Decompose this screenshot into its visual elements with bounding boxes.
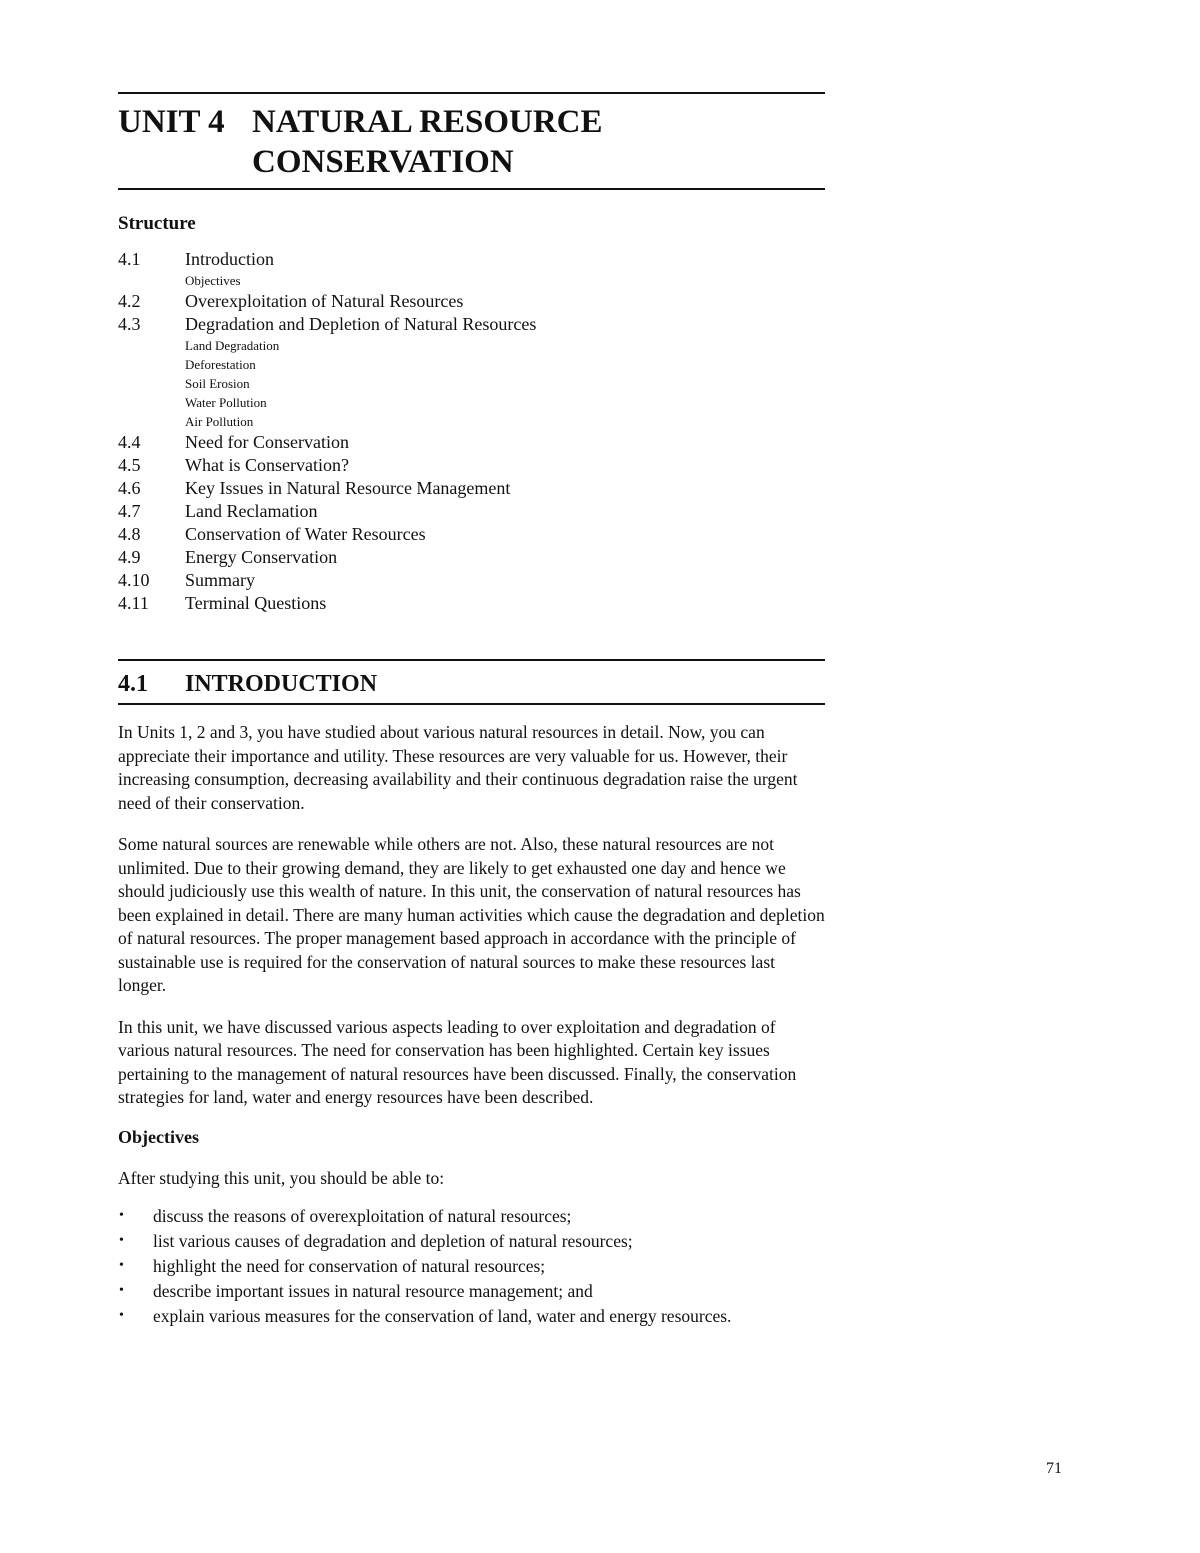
objective-text: describe important issues in natural resource management; and [153, 1281, 593, 1301]
toc-item-title: Introduction [185, 249, 274, 269]
toc-item-number: 4.8 [118, 524, 141, 544]
toc-item-title: Conservation of Water Resources [185, 524, 426, 544]
objectives-heading: Objectives [118, 1126, 199, 1147]
toc-item [118, 500, 825, 523]
toc-item [118, 248, 825, 271]
section-heading-introduction [118, 659, 825, 705]
toc-item-number: 4.7 [118, 501, 141, 521]
toc-subitem: Water Pollution [185, 395, 267, 410]
toc-item [118, 523, 825, 546]
toc-item-number: 4.6 [118, 478, 141, 498]
toc-item-title: Need for Conservation [185, 432, 349, 452]
page-content [118, 92, 825, 1329]
objective-text: list various causes of degradation and depletion of natural resources; [153, 1231, 633, 1251]
toc-item-title: What is Conservation? [185, 455, 349, 475]
toc-subitem: Objectives [185, 273, 241, 288]
objective-item [118, 1279, 825, 1303]
objective-item [118, 1229, 825, 1253]
objective-item [118, 1254, 825, 1278]
table-of-contents [118, 248, 825, 615]
objective-text: discuss the reasons of overexploitation of natural resources; [153, 1206, 572, 1226]
toc-item [118, 313, 825, 336]
intro-paragraph-3: In this unit, we have discussed various aspects leading to over exploitation and degradation of various natural resources. The need for conservation has been highlighted. Certain key issues pertaining to the management of natural resources have been discussed. Finally, the conservation strategies for land, water and energy resources have been described. [118, 1016, 797, 1107]
toc-item-number: 4.9 [118, 547, 141, 567]
bullet-icon: • [119, 1283, 124, 1298]
toc-item-number: 4.3 [118, 314, 141, 334]
intro-paragraph-2: Some natural sources are renewable while others are not. Also, these natural resources are not unlimited. Due to their growing demand, they are likely to get exhausted one day and hence we should judiciously use this wealth of nature. In this unit, the conservation of natural resources has been explained in detail. There are many human activities which cause the degradation and depletion of natural resources. The proper management based approach in accordance with the principle of sustainable use is required for the conservation of natural sources to make these resources last longer. [118, 834, 825, 995]
toc-item [118, 592, 825, 615]
toc-item-number: 4.5 [118, 455, 141, 475]
toc-item-title: Summary [185, 570, 255, 590]
bullet-icon: • [119, 1308, 124, 1323]
objective-item [118, 1304, 825, 1328]
toc-item-number: 4.10 [118, 570, 150, 590]
toc-item-title: Energy Conservation [185, 547, 338, 567]
objectives-list [118, 1204, 825, 1328]
objective-item [118, 1204, 825, 1228]
toc-item-title: Key Issues in Natural Resource Management [185, 478, 511, 498]
unit-title-line-2: CONSERVATION [252, 144, 514, 180]
toc-item [118, 477, 825, 500]
unit-title [118, 94, 825, 190]
bullet-icon: • [119, 1233, 124, 1248]
toc-subitem: Air Pollution [185, 414, 254, 429]
toc-subitem: Land Degradation [185, 338, 280, 353]
toc-item [118, 454, 825, 477]
section-number: 4.1 [118, 671, 148, 697]
toc-item-number: 4.4 [118, 432, 141, 452]
toc-item-title: Land Reclamation [185, 501, 318, 521]
toc-item [118, 290, 825, 313]
toc-item [118, 569, 825, 592]
unit-title-line-1: NATURAL RESOURCE [252, 104, 603, 140]
bullet-icon: • [119, 1258, 124, 1273]
unit-name [252, 102, 603, 182]
objective-text: highlight the need for conservation of natural resources; [153, 1256, 546, 1276]
toc-item-title: Degradation and Depletion of Natural Resources [185, 314, 537, 334]
intro-paragraph-1: In Units 1, 2 and 3, you have studied about various natural resources in detail. Now, you can appreciate their importance and utility. These resources are very valuable for us. However, their increasing consumption, decreasing availability and their continuous degradation raise the urgent need of their conservation. [118, 722, 798, 813]
structure-heading: Structure [118, 213, 196, 234]
page-number: 71 [1046, 1460, 1062, 1477]
toc-item-number: 4.11 [118, 593, 149, 613]
toc-item-title: Overexploitation of Natural Resources [185, 291, 464, 311]
objectives-lead: After studying this unit, you should be able to: [118, 1167, 445, 1188]
toc-item [118, 546, 825, 569]
objective-text: explain various measures for the conservation of land, water and energy resources. [153, 1306, 732, 1326]
toc-item-title: Terminal Questions [185, 593, 327, 613]
bullet-icon: • [119, 1208, 124, 1223]
toc-item-number: 4.1 [118, 249, 141, 269]
toc-subitem: Soil Erosion [185, 376, 250, 391]
unit-label: UNIT 4 [118, 104, 225, 140]
section-title: INTRODUCTION [185, 671, 378, 697]
toc-item [118, 431, 825, 454]
toc-item-number: 4.2 [118, 291, 141, 311]
toc-subitem: Deforestation [185, 357, 256, 372]
